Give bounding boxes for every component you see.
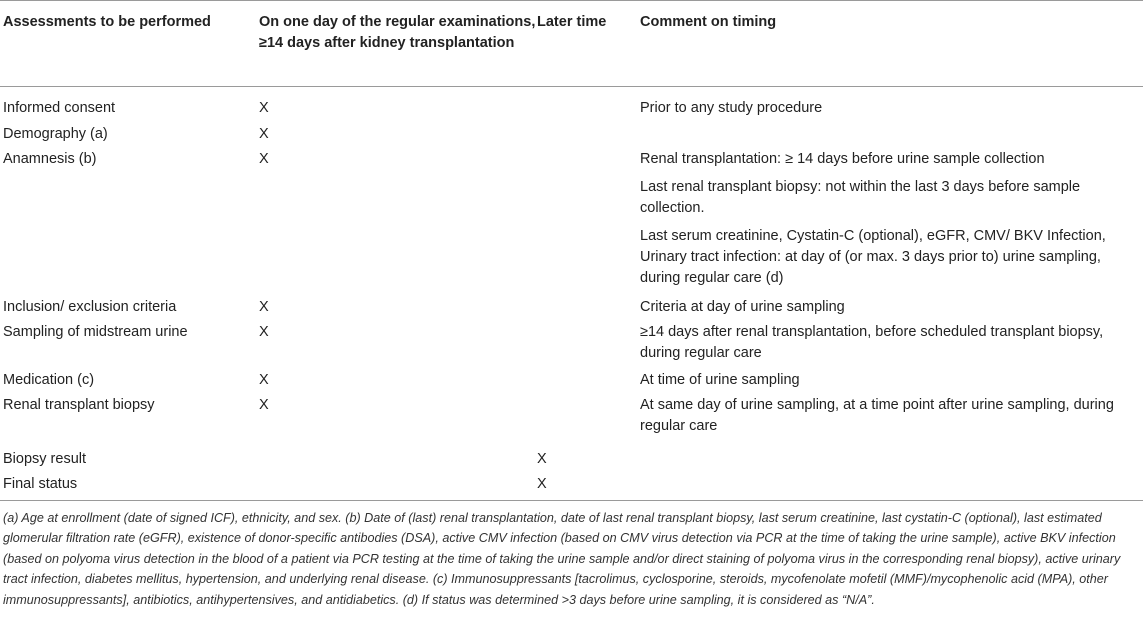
regular-day-mark: X [259, 324, 269, 340]
later-time-mark: X [537, 476, 547, 492]
comment-text: Prior to any study procedure [640, 100, 823, 116]
comment-cell [640, 318, 1143, 365]
regular-day-mark: X [259, 151, 269, 167]
comment-cell [640, 145, 1143, 292]
comment-cell [640, 119, 1143, 145]
assessment-cell: Renal transplant biopsy [3, 397, 155, 413]
table-row [0, 145, 1143, 292]
comment-text: At time of urine sampling [640, 372, 800, 388]
later-time-mark [537, 391, 640, 439]
table-row [0, 470, 1143, 496]
comment-cell [640, 292, 1143, 318]
comment-cell [640, 86, 1143, 119]
assessment-cell: Sampling of midstream urine [3, 324, 188, 340]
table-footnote: (a) Age at enrollment (date of signed ICF), ethnicity, and sex. (b) Date of (last) renal transplantation, date of last renal transplant biopsy, last serum creatinine, last cystatin-C (optional), last estimated glomerular filtration rate (eGFR), existence of donor-specific antibodies (DSA), active CMV infection (based on CMV virus detection via PCR at the time of taking the urine sample), active BKV infection (based on polyoma virus detection in the blood of a patient via PCR testing at the time of taking the urine sample and/or direct staining of polyoma virus in the corresponding renal biopsy), active urinary tract infection, diabetes mellitus, hypertension, and underlying renal disease. (c) Immunosuppressants [tacrolimus, cyclosporine, steroids, mycofenolate mofetil (MMF)/mycophenolic acid (MPA), other immunosuppressants], antibiotics, antihypertensives, and antidiabetics. (d) If status was determined >3 days before urine sampling, it is considered as “N/A”. [3, 511, 1121, 607]
comment-text: Last renal transplant biopsy: not within the last 3 days before sample collection. [640, 179, 1081, 216]
later-time-mark [537, 119, 640, 145]
later-time-mark [537, 145, 640, 292]
comment-cell [640, 439, 1143, 470]
assessment-cell: Final status [3, 476, 78, 492]
assessment-cell: Biopsy result [3, 451, 87, 467]
later-time-mark [537, 365, 640, 391]
header-comment: Comment on timing [640, 14, 777, 30]
bottom-rule [0, 500, 1143, 501]
regular-day-mark: X [259, 397, 269, 413]
comment-text: ≥14 days after renal transplantation, before scheduled transplant biopsy, during regular care [640, 324, 1104, 361]
comment-text: At same day of urine sampling, at a time point after urine sampling, during regular care [640, 397, 1114, 434]
regular-day-mark: X [259, 100, 269, 116]
regular-day-mark: X [259, 299, 269, 315]
comment-text: Last serum creatinine, Cystatin-C (optional), eGFR, CMV/ BKV Infection, Urinary tract infection: at day of (or max. 3 days prior to) urine sampling, during regular care (d) [640, 228, 1106, 286]
regular-day-mark: X [259, 372, 269, 388]
comment-cell [640, 470, 1143, 496]
assessment-cell: Medication (c) [3, 372, 95, 388]
later-time-mark [537, 318, 640, 365]
table-row [0, 365, 1143, 391]
table-row [0, 318, 1143, 365]
header-later-time: Later time [537, 14, 607, 30]
later-time-mark: X [537, 451, 547, 467]
comment-text: Renal transplantation: ≥ 14 days before urine sample collection [640, 151, 1045, 167]
assessment-cell: Inclusion/ exclusion criteria [3, 299, 177, 315]
header-assessments: Assessments to be performed [3, 14, 211, 30]
table-body [0, 86, 1143, 496]
table-row [0, 292, 1143, 318]
table-row [0, 86, 1143, 119]
table-row [0, 439, 1143, 470]
table-row [0, 119, 1143, 145]
later-time-mark [537, 86, 640, 119]
comment-cell [640, 391, 1143, 439]
comment-text: Criteria at day of urine sampling [640, 299, 845, 315]
assessment-cell: Anamnesis (b) [3, 151, 97, 167]
header-row [0, 0, 1143, 86]
regular-day-mark: X [259, 126, 269, 142]
regular-day-mark [259, 439, 537, 470]
assessment-cell: Informed consent [3, 100, 116, 116]
regular-day-mark [259, 470, 537, 496]
later-time-mark [537, 292, 640, 318]
comment-cell [640, 365, 1143, 391]
assessment-cell: Demography (a) [3, 126, 108, 142]
header-regular-day: On one day of the regular examinations, ≥14 days after kidney transplantation [259, 14, 536, 51]
table-row [0, 391, 1143, 439]
